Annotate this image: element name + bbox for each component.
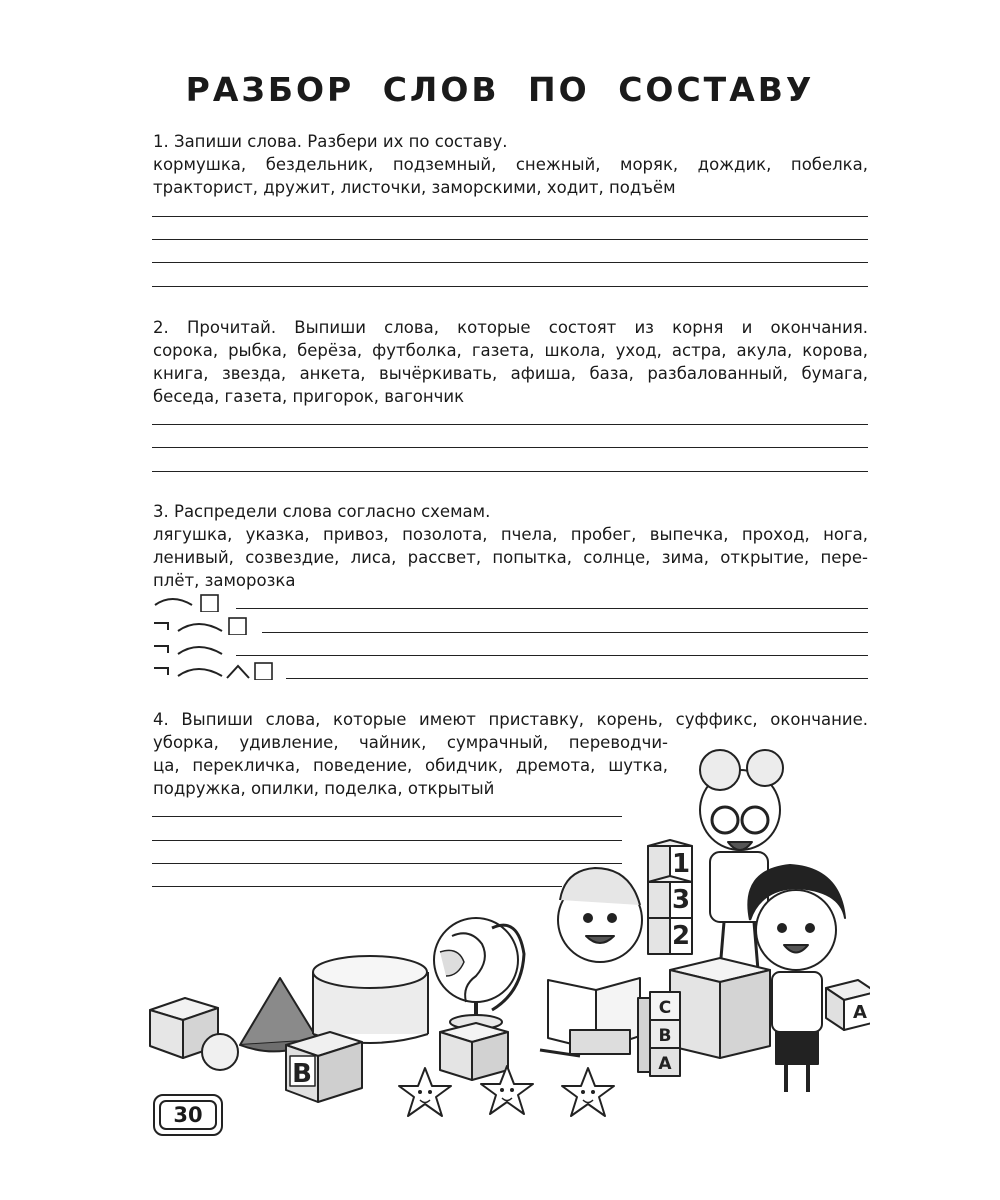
smiling-star-icon: [399, 1068, 451, 1116]
page-title: РАЗБОР СЛОВ ПО СОСТАВУ: [185, 70, 815, 109]
sphere-icon: [202, 1034, 238, 1070]
answer-line[interactable]: [152, 447, 868, 448]
letter-block-b-label: B: [658, 1026, 672, 1046]
answer-line[interactable]: [236, 655, 868, 656]
answer-line[interactable]: [152, 262, 868, 263]
answer-line[interactable]: [152, 239, 868, 240]
illustration: [140, 740, 870, 1140]
task-2-words-line-2: книга, звезда, анкета, вычёркивать, афиша, база, разбалованный, бумага,: [153, 364, 868, 383]
task-2-words-line-1: сорока, рыбка, берёза, футболка, газета, школа, уход, астра, акула, корова,: [153, 341, 868, 360]
task-3-words-line-1: лягушка, указка, привоз, позолота, пчела, пробег, выпечка, проход, нога,: [153, 525, 868, 544]
answer-line[interactable]: [262, 632, 868, 633]
scheme-prefix-root-suffix-ending-icon: [152, 660, 282, 680]
big-block-b-label: B: [292, 1059, 312, 1089]
scheme-root-ending-icon: [152, 592, 222, 612]
number-block-3-label: 3: [671, 885, 691, 915]
letter-block-c-label: C: [658, 998, 672, 1018]
answer-line[interactable]: [152, 216, 868, 217]
globe-icon: [434, 918, 524, 1029]
scheme-prefix-root-ending-icon: [152, 615, 252, 635]
task-4-words-line-3: подружка, опилки, поделка, открытый: [153, 779, 495, 798]
answer-line[interactable]: [152, 424, 868, 425]
task-1-heading: 1. Запиши слова. Разбери их по составу.: [153, 132, 508, 151]
letter-block-a-label: A: [658, 1054, 672, 1074]
task-2-words-line-3: беседа, газета, пригорок, вагончик: [153, 387, 465, 406]
task-2: [153, 316, 868, 408]
page-number: 30: [159, 1100, 217, 1130]
scheme-prefix-root-icon: [152, 638, 232, 658]
task-1-words-line-1: кормушка, бездельник, подземный, снежный, моряк, дождик, побелка,: [153, 155, 868, 174]
page-number-badge: [153, 1094, 223, 1136]
task-3-words-line-3: плёт, заморозка: [153, 571, 296, 590]
number-block-2-label: 2: [671, 921, 691, 951]
answer-line[interactable]: [152, 471, 868, 472]
cylinder-icon: [313, 956, 428, 1043]
number-block-1-label: 1: [671, 849, 691, 879]
task-4-words-line-2: ца, перекличка, поведение, обидчик, дремота, шутка,: [153, 756, 668, 775]
answer-line[interactable]: [286, 678, 868, 679]
task-3-words-line-2: ленивый, созвездие, лиса, рассвет, попытка, солнце, зима, открытие, пере-: [153, 548, 868, 567]
task-2-heading: 2. Прочитай. Выпиши слова, которые состоят из корня и окончания.: [153, 318, 868, 337]
task-3-heading: 3. Распредели слова согласно схемам.: [153, 502, 491, 521]
held-block-a-label: A: [853, 1002, 867, 1023]
answer-line[interactable]: [236, 608, 868, 609]
smiling-star-icon: [562, 1068, 614, 1116]
task-3: [153, 500, 868, 592]
task-1-words-line-2: тракторист, дружит, листочки, заморскими, ходит, подъём: [153, 178, 676, 197]
child-reading-icon: [540, 868, 642, 1056]
task-1: [153, 130, 868, 199]
big-cube-icon: [670, 958, 770, 1058]
task-4-heading: 4. Выпиши слова, которые имеют приставку, корень, суффикс, окончание.: [153, 710, 868, 729]
answer-line[interactable]: [152, 286, 868, 287]
pedestal-cube-icon: [440, 1023, 508, 1080]
task-4-words-line-1: уборка, удивление, чайник, сумрачный, переводчи-: [153, 733, 668, 752]
